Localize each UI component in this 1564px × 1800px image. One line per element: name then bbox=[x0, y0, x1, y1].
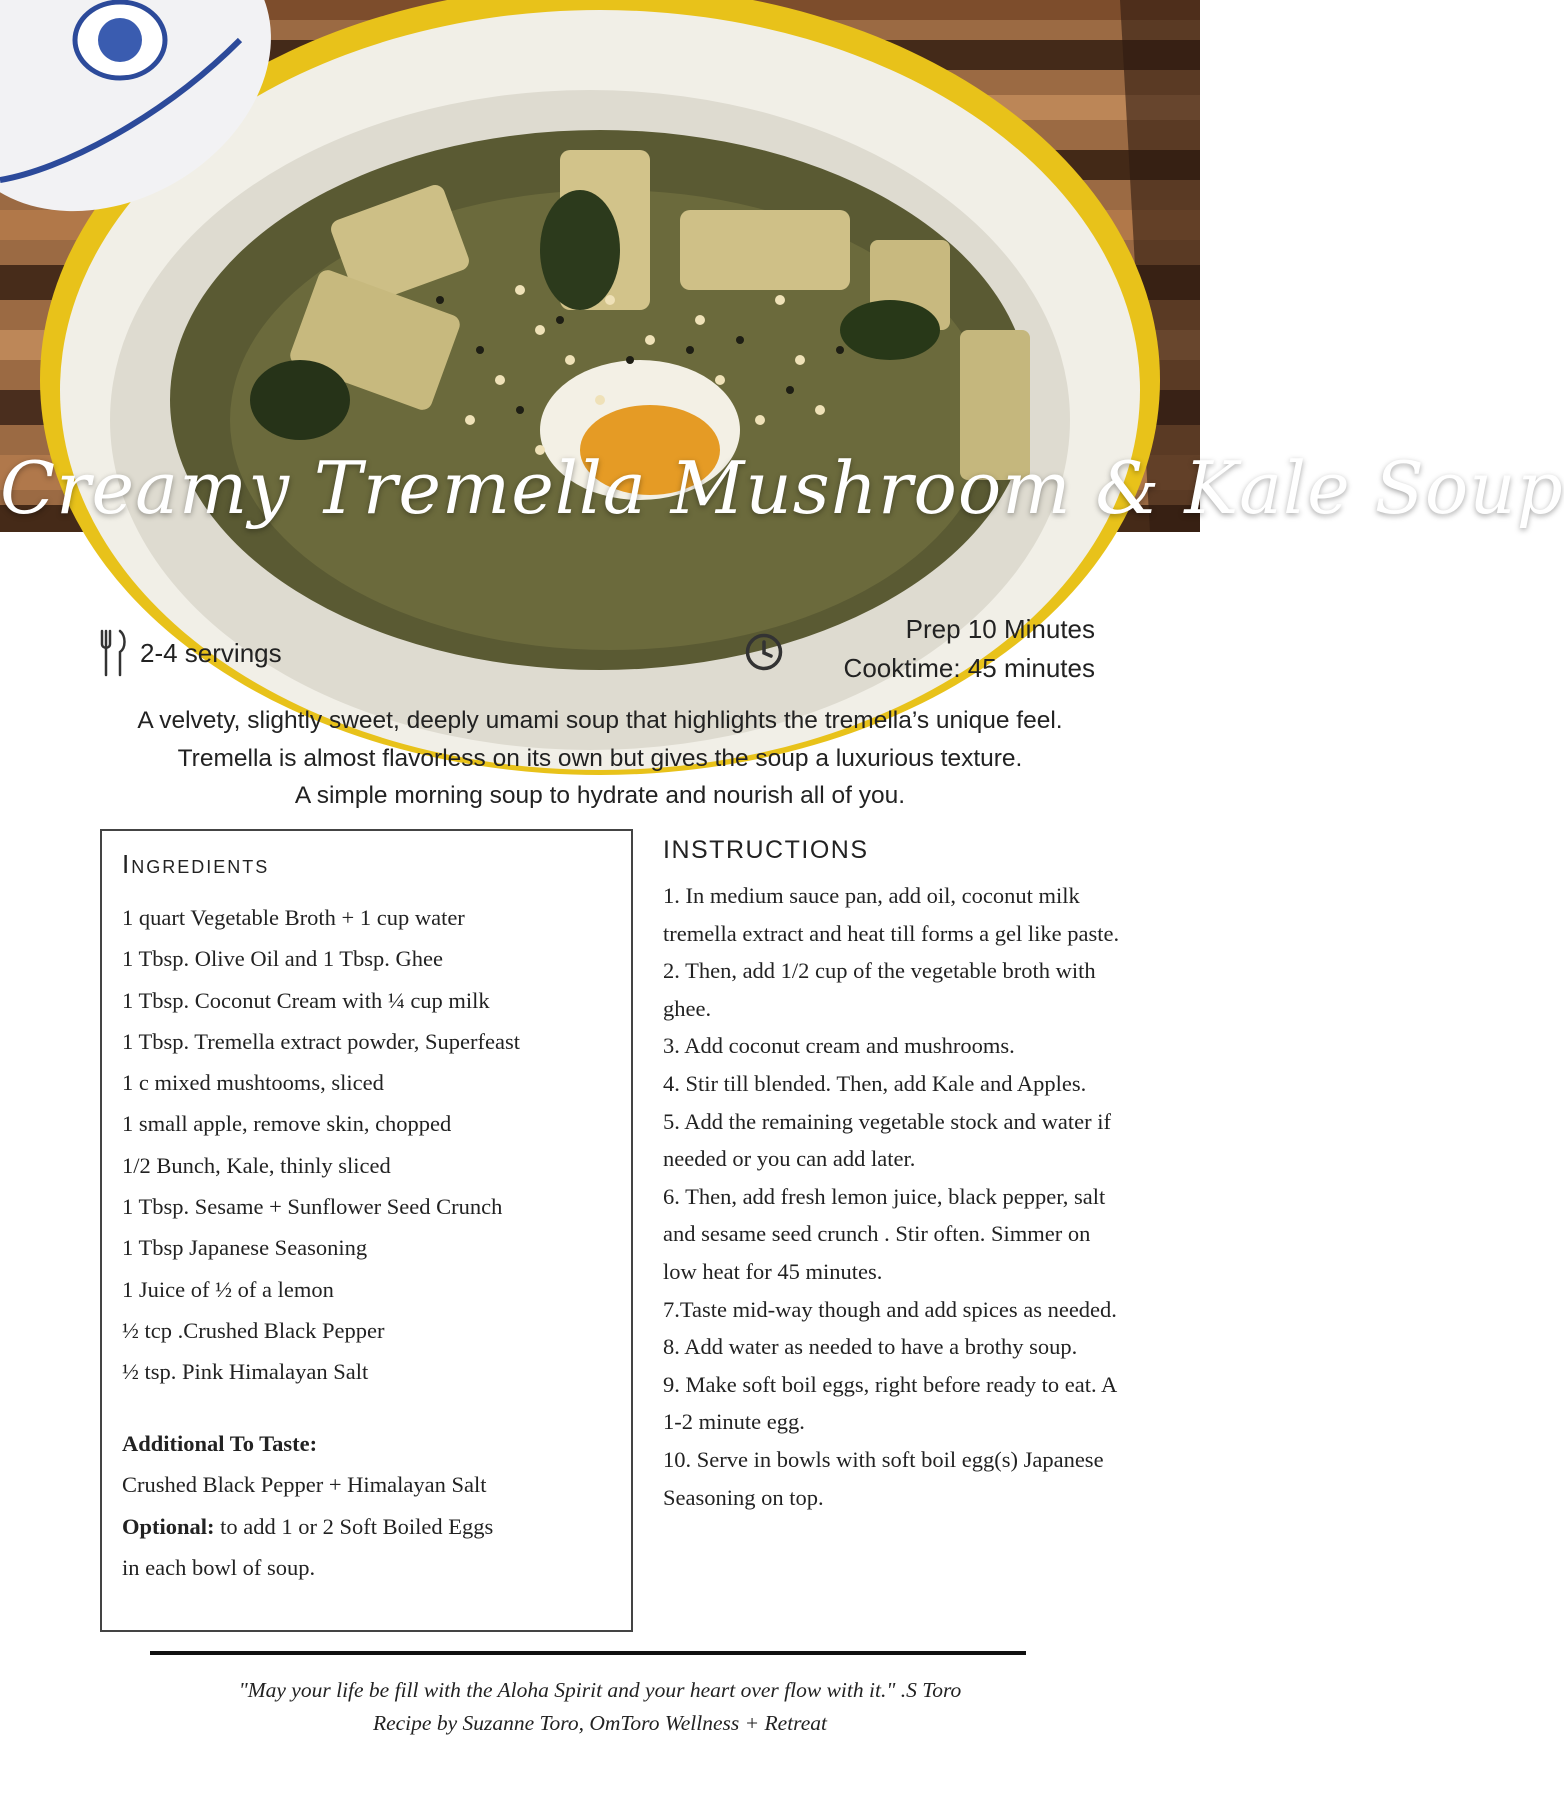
footer bbox=[0, 1674, 1200, 1740]
ingredients-box bbox=[100, 829, 633, 1632]
fork-knife-icon bbox=[98, 628, 128, 678]
instruction-line: tremella extract and heat till forms a gel like paste. bbox=[663, 920, 1120, 946]
optional-label: Optional: bbox=[122, 1513, 215, 1539]
instructions-list bbox=[663, 877, 1143, 1516]
instruction-line: 9. Make soft boil eggs, right before ready to eat. A bbox=[663, 1371, 1118, 1397]
prep-time: Prep 10 Minutes bbox=[905, 614, 1095, 644]
instruction-line: 1. In medium sauce pan, add oil, coconut milk bbox=[663, 883, 1080, 908]
instruction-line: 5. Add the remaining vegetable stock and water if bbox=[663, 1108, 1111, 1134]
ingredient-item: ½ tsp. Pink Himalayan Salt bbox=[122, 1359, 369, 1385]
ingredient-item: 1 small apple, remove skin, chopped bbox=[122, 1111, 452, 1137]
ingredient-item: 1 Tbsp. Sesame + Sunflower Seed Crunch bbox=[122, 1194, 503, 1220]
ingredients-list bbox=[122, 897, 520, 1393]
intro-line: A velvety, slightly sweet, deeply umami soup that highlights the tremella’s unique feel. bbox=[137, 707, 1063, 734]
recipe-title: Creamy Tremella Mushroom & Kale Soup bbox=[0, 446, 1564, 530]
servings-info bbox=[98, 628, 282, 678]
ingredient-item: 1/2 Bunch, Kale, thinly sliced bbox=[122, 1152, 391, 1178]
time-info bbox=[844, 610, 1095, 688]
instruction-line: 10. Serve in bowls with soft boil egg(s) Japanese bbox=[663, 1446, 1104, 1472]
ingredient-item: 1 quart Vegetable Broth + 1 cup water bbox=[122, 905, 465, 930]
ingredient-item: 1 Juice of ½ of a lemon bbox=[122, 1276, 334, 1302]
additional-text: Crushed Black Pepper + Himalayan Salt bbox=[122, 1472, 487, 1498]
instruction-line: needed or you can add later. bbox=[663, 1146, 916, 1172]
instruction-line: 8. Add water as needed to have a brothy soup. bbox=[663, 1334, 1078, 1360]
ingredient-item: 1 Tbsp. Tremella extract powder, Superfeast bbox=[122, 1028, 520, 1054]
instruction-line: 2. Then, add 1/2 cup of the vegetable broth with bbox=[663, 958, 1096, 984]
footer-credit: Recipe by Suzanne Toro, OmToro Wellness + Retreat bbox=[372, 1711, 828, 1735]
ingredient-item: 1 Tbsp. Olive Oil and 1 Tbsp. Ghee bbox=[122, 946, 444, 972]
instruction-line: low heat for 45 minutes. bbox=[663, 1258, 883, 1284]
ingredient-item: 1 Tbsp. Coconut Cream with ¼ cup milk bbox=[122, 987, 490, 1013]
optional-text-cont: in each bowl of soup. bbox=[122, 1554, 316, 1580]
hero-photo bbox=[0, 0, 1564, 532]
servings-text: 2-4 servings bbox=[140, 637, 282, 668]
instruction-line: 3. Add coconut cream and mushrooms. bbox=[663, 1033, 1015, 1059]
additional-label: Additional To Taste: bbox=[122, 1431, 318, 1456]
instruction-line: and sesame seed crunch . Stir often. Simmer on bbox=[663, 1221, 1091, 1247]
cook-time: Cooktime: 45 minutes bbox=[843, 653, 1095, 683]
intro-line: Tremella is almost flavorless on its own but gives the soup a luxurious texture. bbox=[177, 744, 1023, 772]
instruction-line: 1-2 minute egg. bbox=[663, 1409, 805, 1435]
intro-line: A simple morning soup to hydrate and nourish all of you. bbox=[294, 782, 906, 809]
footer-quote: "May your life be fill with the Aloha Spirit and your heart over flow with it." .S Toro bbox=[238, 1678, 962, 1702]
instruction-line: ghee. bbox=[663, 995, 712, 1021]
optional-text: to add 1 or 2 Soft Boiled Eggs bbox=[214, 1513, 494, 1539]
recipe-intro bbox=[60, 702, 1140, 815]
ingredient-item: 1 c mixed mushtooms, sliced bbox=[122, 1070, 384, 1096]
instruction-line: 4. Stir till blended. Then, add Kale and Apples. bbox=[663, 1070, 1087, 1096]
clock-icon bbox=[744, 632, 784, 672]
footer-divider bbox=[150, 1651, 1026, 1655]
instruction-line: 6. Then, add fresh lemon juice, black pepper, salt bbox=[663, 1183, 1106, 1209]
instructions-heading: INSTRUCTIONS bbox=[663, 836, 869, 864]
instruction-line: Seasoning on top. bbox=[663, 1484, 824, 1510]
ingredients-extra bbox=[122, 1423, 493, 1588]
ingredient-item: ½ tcp .Crushed Black Pepper bbox=[122, 1317, 385, 1343]
ingredient-item: 1 Tbsp Japanese Seasoning bbox=[122, 1235, 368, 1261]
ingredients-heading: Ingredients bbox=[122, 849, 270, 879]
instruction-line: 7.Taste mid-way though and add spices as needed. bbox=[663, 1296, 1117, 1322]
